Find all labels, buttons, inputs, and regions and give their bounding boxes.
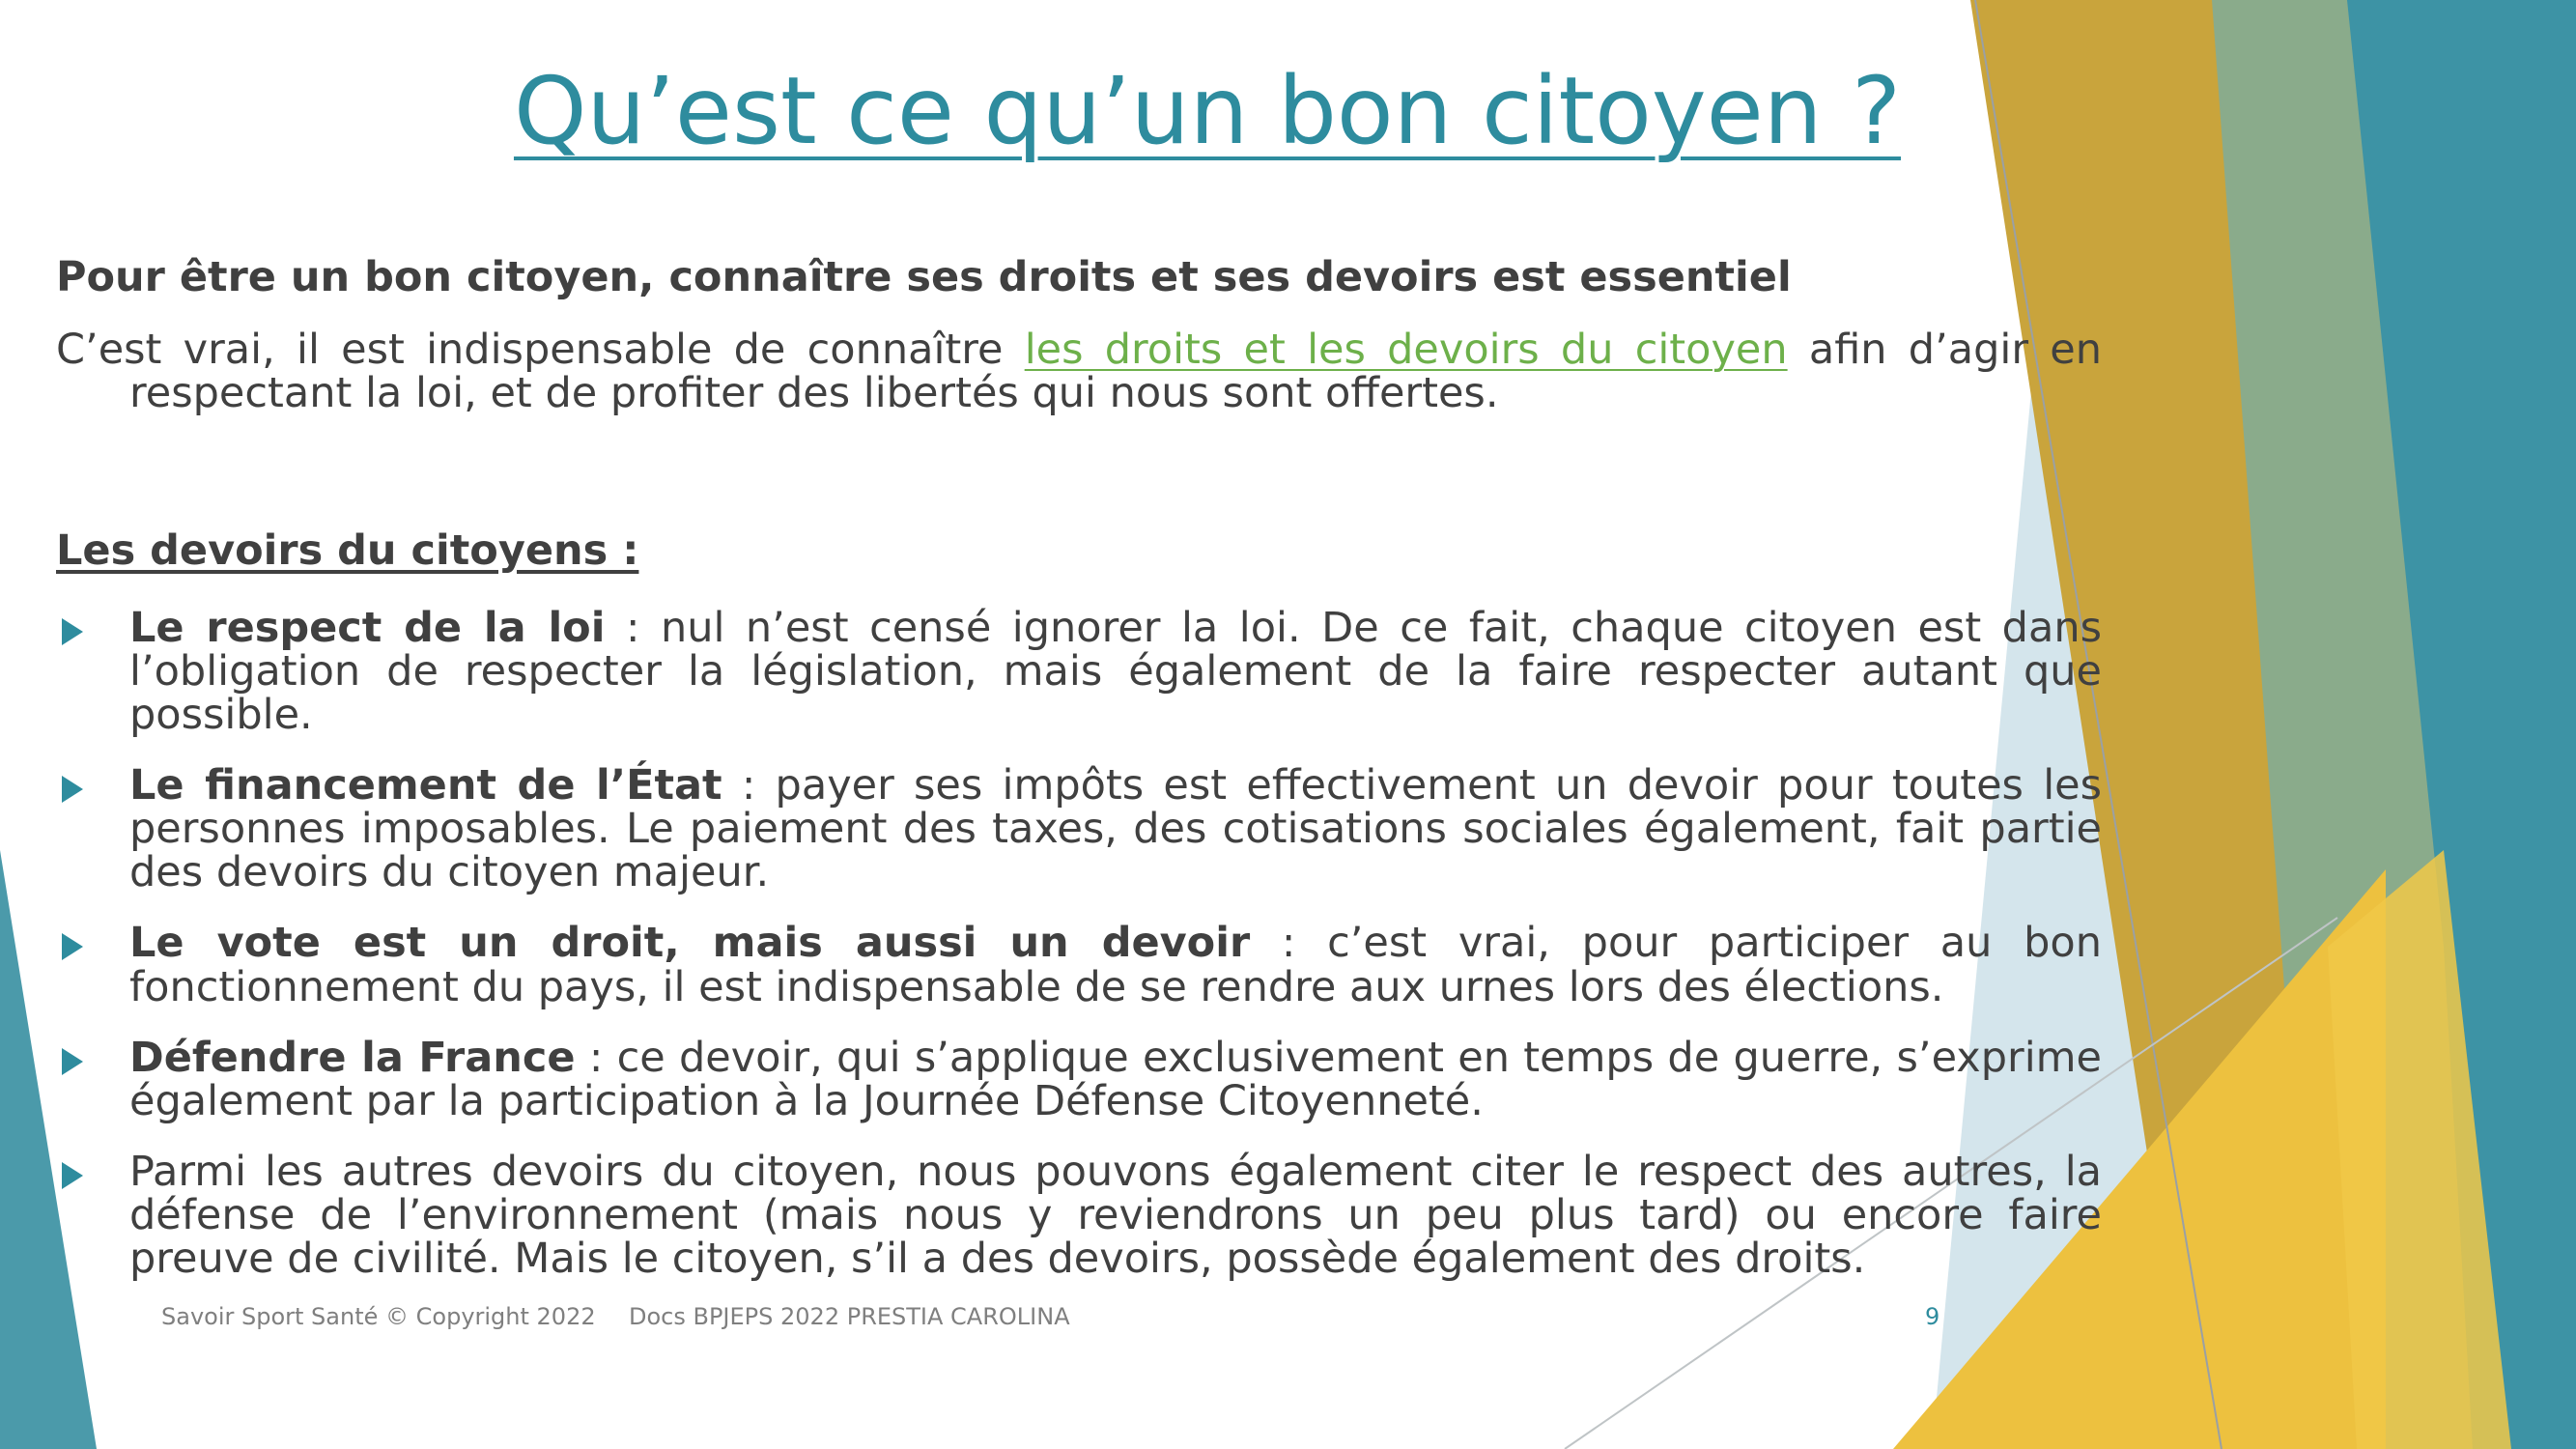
triangle-bullet-icon <box>62 1048 83 1075</box>
intro-paragraph <box>56 326 2102 418</box>
footer-docs: Docs BPJEPS 2022 PRESTIA CAROLINA <box>629 1303 1070 1330</box>
bullet-bold-text: Le vote est un droit, mais aussi un devoir <box>129 919 1251 968</box>
duties-list <box>56 603 2102 1284</box>
list-item <box>56 1147 2102 1284</box>
bullet-text: Parmi les autres devoirs du citoyen, nous pouvons également citer le respect des autres, la défense de l’environnement (mais nous y reviendrons un peu plus tard) ou encore faire preuve de civilité. Mais le citoyen, s’il a des devoirs, possède également des droits. <box>129 1147 2102 1284</box>
intro-text-start: C’est vrai, il est indispensable de connaître <box>56 326 1025 375</box>
triangle-bullet-icon <box>62 776 83 803</box>
bullet-text: : payer ses impôts est effectivement un devoir pour toutes les personnes imposables. Le paiement des taxes, des cotisations sociales également, fait partie des devoirs du citoyen majeur. <box>129 760 2102 897</box>
slide-title: Qu’est ce qu’un bon citoyen ? <box>513 57 1902 165</box>
page-number: 9 <box>1925 1303 1940 1330</box>
list-item <box>56 760 2102 897</box>
intro-text-end: afin d’agir en respectant la loi, et de profiter des libertés qui nous sont offertes. <box>129 326 2102 418</box>
footer-copyright: Savoir Sport Santé © Copyright 2022 <box>161 1303 596 1330</box>
bullet-text: : c’est vrai, pour participer au bon fonctionnement du pays, il est indispensable de se rendre aux urnes lors des élections. <box>129 919 2102 1011</box>
bullet-text: : ce devoir, qui s’applique exclusivement en temps de guerre, s’exprime également par la participation à la Journée Défense Citoyenneté. <box>129 1033 2102 1125</box>
droits-devoirs-link[interactable]: les droits et les devoirs du citoyen <box>1024 326 1788 375</box>
list-item <box>56 1033 2102 1125</box>
list-item <box>56 919 2102 1011</box>
triangle-bullet-icon <box>62 1162 83 1189</box>
section-heading: Les devoirs du citoyens : <box>56 526 639 576</box>
list-item <box>56 603 2102 739</box>
bullet-bold-text: Le respect de la loi <box>129 603 606 652</box>
bullet-bold-text: Défendre la France <box>129 1033 576 1082</box>
slide-content <box>56 253 2102 1308</box>
bullet-text: : nul n’est censé ignorer la loi. De ce fait, chaque citoyen est dans l’obligation de respecter la législation, mais également de la faire respecter autant que possible. <box>129 603 2102 739</box>
bullet-bold-text: Le financement de l’État <box>129 760 722 810</box>
triangle-bullet-icon <box>62 618 83 645</box>
triangle-bullet-icon <box>62 933 83 960</box>
intro-heading: Pour être un bon citoyen, connaître ses droits et ses devoirs est essentiel <box>56 253 1792 301</box>
